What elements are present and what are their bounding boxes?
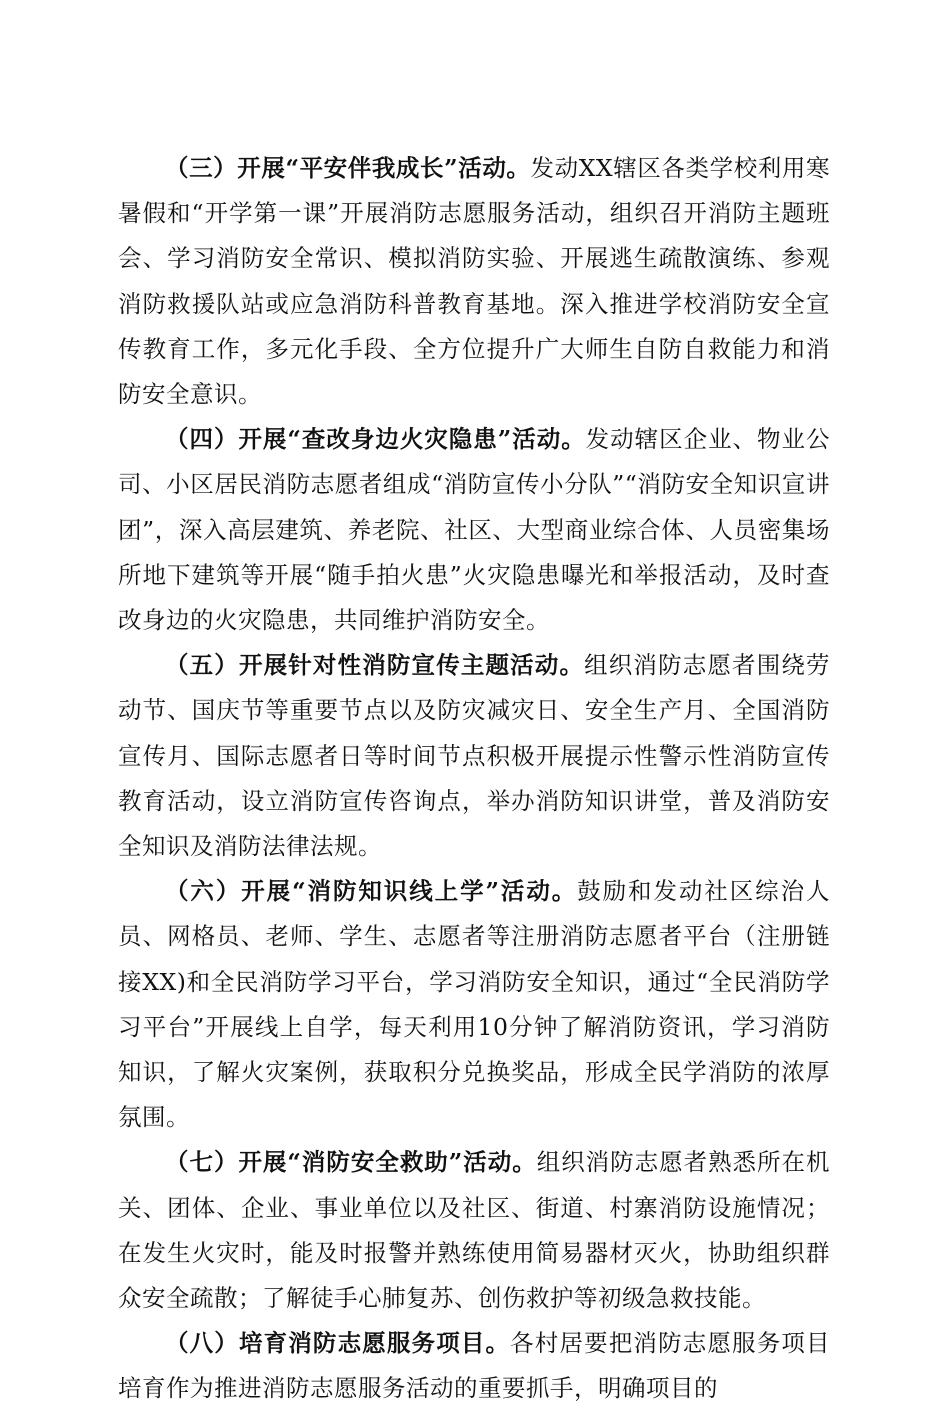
paragraph-8-text: 各村居要把消防志愿服务项目培育作为推进消防志愿服务活动的重要抓手，明确项目的: [118, 1329, 831, 1403]
paragraph-3-text: 发动XX辖区各类学校利用寒暑假和“开学第一课”开展消防志愿服务活动，组织召开消防主题班会、学习消防安全常识、模拟消防实验、开展逃生疏散演练、参观消防救援队站或应急消防科普教育基地。深入推进学校消防安全宣传教育工作，多元化手段、全方位提升广大师生自防自救能力和消防安全意识。: [118, 154, 830, 409]
paragraph-4-heading: （四）开展“查改身边火灾隐患”活动。: [165, 425, 586, 454]
paragraph-5: [118, 643, 830, 869]
paragraph-7-heading: （七）开展“消防安全救助”活动。: [165, 1148, 537, 1177]
paragraph-3-heading: （三）开展“平安伴我成长”活动。: [165, 154, 531, 182]
paragraph-5-heading: （五）开展针对性消防宣传主题活动。: [165, 651, 585, 680]
paragraph-4-text: 发动辖区企业、物业公司、小区居民消防志愿者组成“消防宣传小分队”“消防安全知识宣讲团”，深入高层建筑、养老院、社区、大型商业综合体、人员密集场所地下建筑等开展“随手拍火患”火灾隐患曝光和举报活动，及时查改身边的火灾隐患，共同维护消防安全。: [118, 425, 830, 635]
paragraph-7-text: 组织消防志愿者熟悉所在机关、团体、企业、事业单位以及社区、街道、村寨消防设施情况；在发生火灾时，能及时报警并熟练使用简易器材灭火，协助组织群众安全疏散；了解徒手心肺复苏、创伤救护等初级急救技能。: [118, 1148, 830, 1313]
paragraph-3: [118, 146, 830, 417]
paragraph-6-heading: （六）开展“消防知识线上学”活动。: [165, 877, 578, 906]
paragraph-5-text: 组织消防志愿者围绕劳动节、国庆节等重要节点以及防灾减灾日、安全生产月、全国消防宣传月、国际志愿者日等时间节点积极开展提示性警示性消防宣传教育活动，设立消防宣传咨询点，举办消防知识讲堂，普及消防安全知识及消防法律法规。: [118, 651, 831, 861]
paragraph-8-heading: （八）培育消防志愿服务项目。: [165, 1329, 511, 1358]
paragraph-7: [118, 1140, 830, 1321]
paragraph-4: [118, 417, 830, 643]
document-body: [118, 146, 830, 1412]
paragraph-6-text: 鼓励和发动社区综治人员、网格员、老师、学生、志愿者等注册消防志愿者平台（注册链接XX)和全民消防学习平台，学习消防安全知识，通过“全民消防学习平台”开展线上自学，每天利用10分钟了解消防资讯，学习消防知识，了解火灾案例，获取积分兑换奖品，形成全民学消防的浓厚氛围。: [118, 877, 830, 1132]
paragraph-6: [118, 869, 830, 1140]
paragraph-8: [118, 1321, 830, 1411]
